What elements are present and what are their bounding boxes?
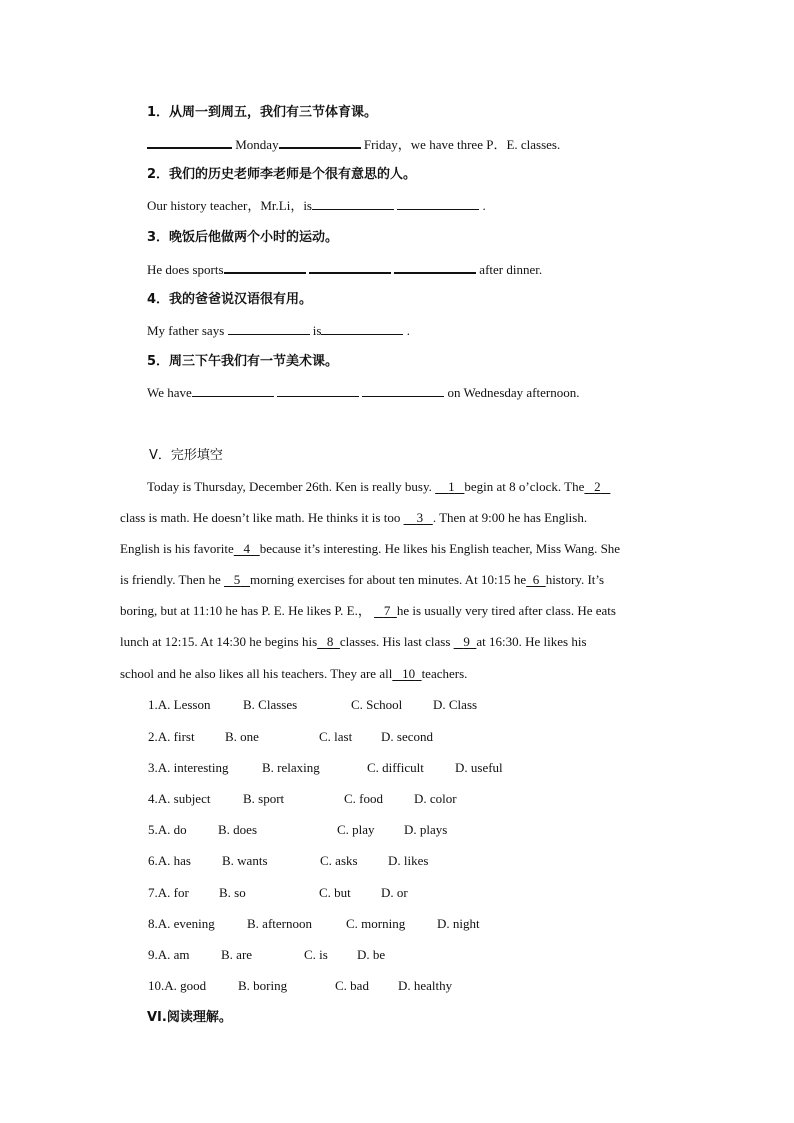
q1-text-2: Friday，we have three P．E. classes.	[363, 137, 561, 152]
q1-answer-line	[147, 135, 560, 154]
q1-blank-2[interactable]	[279, 135, 361, 149]
cloze-line-4	[120, 571, 604, 589]
option-4c: C. food	[344, 791, 383, 806]
q5-blank-2[interactable]	[277, 384, 359, 397]
option-1a: 1.A. Lesson	[148, 697, 211, 712]
option-8a: 8.A. evening	[148, 916, 215, 931]
cloze-line-5	[120, 602, 616, 620]
q3-text-2: after dinner.	[479, 262, 543, 277]
cloze-blank-9: 9	[463, 634, 470, 649]
option-4b: B. sport	[243, 791, 285, 806]
cloze-text: teachers.	[421, 666, 468, 681]
option-7c: C. but	[319, 885, 351, 900]
cloze-text: history. It’s	[545, 572, 605, 587]
option-8b: B. afternoon	[247, 916, 312, 931]
option-1c: C. School	[351, 697, 403, 712]
option-9b: B. are	[221, 947, 253, 962]
option-2d: D. second	[381, 729, 433, 744]
option-3b: B. relaxing	[262, 760, 320, 775]
cloze-text: school and he also likes all his teachers. They are all	[120, 666, 393, 681]
q3-blank-1[interactable]	[224, 260, 306, 274]
q3-answer-line	[147, 260, 542, 279]
cloze-text: lunch at 12:15. At 14:30 he begins his	[120, 634, 318, 649]
option-3a: 3.A. interesting	[148, 760, 229, 775]
q5-prompt: 5．周三下午我们有一节美术课。	[147, 354, 339, 369]
cloze-line-6	[120, 633, 587, 651]
q5-answer-line	[147, 384, 579, 402]
q2-blank-2[interactable]	[397, 197, 479, 210]
option-10d: D. healthy	[398, 978, 453, 993]
cloze-blank-3: 3	[416, 510, 424, 525]
option-9c: C. is	[304, 947, 328, 962]
option-5a: 5.A. do	[148, 822, 187, 837]
cloze-text: is friendly. Then he	[120, 572, 221, 587]
cloze-text: at 16:30. He likes his	[476, 634, 587, 649]
cloze-text: boring, but at 11:10 he has P. E. He likes P. E.，	[120, 603, 371, 618]
option-4d: D. color	[414, 791, 457, 806]
cloze-text: because it’s interesting. He likes his English teacher, Miss Wang. She	[259, 541, 621, 556]
option-5b: B. does	[218, 822, 257, 837]
cloze-text: begin at 8 o’clock. The	[464, 479, 585, 494]
option-9a: 9.A. am	[148, 947, 190, 962]
cloze-text: class is math. He doesn’t like math. He thinks it is too	[120, 510, 401, 525]
option-10a: 10.A. good	[148, 978, 207, 993]
option-9d: D. be	[357, 947, 386, 962]
cloze-blank-10: 10	[402, 666, 416, 681]
q4-text-1: My father says	[147, 323, 225, 338]
q3-blank-2[interactable]	[309, 260, 391, 274]
q2-blank-1[interactable]	[312, 197, 394, 210]
cloze-text: English is his favorite	[120, 541, 234, 556]
q1-blank-1[interactable]	[147, 135, 232, 149]
option-5d: D. plays	[404, 822, 448, 837]
option-3c: C. difficult	[367, 760, 424, 775]
q5-text-1: We have	[147, 385, 192, 400]
cloze-blank-1: 1	[448, 479, 455, 494]
option-10c: C. bad	[335, 978, 369, 993]
option-6a: 6.A. has	[148, 853, 191, 868]
option-2a: 2.A. first	[148, 729, 195, 744]
q4-blank-2[interactable]	[321, 322, 403, 335]
q4-prompt: 4．我的爸爸说汉语很有用。	[147, 292, 313, 307]
cloze-line-1	[147, 478, 610, 496]
cloze-blank-6: 6	[532, 572, 540, 587]
option-6c: C. asks	[320, 853, 358, 868]
option-7a: 7.A. for	[148, 885, 189, 900]
q4-text-3: .	[406, 323, 410, 338]
q1-prompt: 1．从周一到周五，我们有三节体育课。	[147, 105, 378, 120]
cloze-line-3	[120, 540, 620, 558]
q4-blank-1[interactable]	[228, 322, 310, 335]
cloze-text: Today is Thursday, December 26th. Ken is really busy.	[147, 479, 432, 494]
option-7d: D. or	[381, 885, 408, 900]
option-8d: D. night	[437, 916, 480, 931]
option-8c: C. morning	[346, 916, 406, 931]
q2-prompt: 2．我们的历史老师李老师是个很有意思的人。	[147, 167, 417, 182]
q3-blank-3[interactable]	[394, 260, 476, 274]
cloze-line-7	[120, 665, 467, 683]
option-10b: B. boring	[238, 978, 288, 993]
option-2b: B. one	[225, 729, 259, 744]
option-6d: D. likes	[388, 853, 429, 868]
cloze-text: . Then at 9:00 he has English.	[432, 510, 588, 525]
q1-text-1: Monday	[235, 137, 279, 152]
cloze-blank-7: 7	[383, 603, 391, 618]
option-1d: D. Class	[433, 697, 478, 712]
q5-text-2: on Wednesday afternoon.	[447, 385, 580, 400]
option-5c: C. play	[337, 822, 375, 837]
cloze-blank-5: 5	[233, 572, 241, 587]
q4-answer-line	[147, 322, 410, 340]
q5-blank-3[interactable]	[362, 384, 444, 397]
q3-prompt: 3．晚饭后他做两个小时的运动。	[147, 230, 339, 245]
q4-text-2: is	[312, 323, 322, 338]
option-7b: B. so	[219, 885, 246, 900]
cloze-text: he is usually very tired after class. He eats	[396, 603, 616, 618]
cloze-text: classes. His last class	[339, 634, 451, 649]
q3-text-1: He does sports	[147, 262, 224, 277]
cloze-blank-4: 4	[243, 541, 250, 556]
cloze-text: morning exercises for about ten minutes. At 10:15 he	[249, 572, 527, 587]
q5-blank-1[interactable]	[192, 384, 274, 397]
reading-heading: VI.阅读理解。	[147, 1010, 232, 1025]
q2-text-2: .	[482, 198, 486, 213]
cloze-blank-2: 2	[594, 479, 601, 494]
q2-text-1: Our history teacher，Mr.Li，is	[147, 198, 312, 213]
option-4a: 4.A. subject	[148, 791, 211, 806]
option-1b: B. Classes	[243, 697, 298, 712]
option-2c: C. last	[319, 729, 353, 744]
q2-answer-line	[147, 197, 486, 215]
cloze-blank-8: 8	[326, 634, 334, 649]
option-6b: B. wants	[222, 853, 268, 868]
cloze-heading: V．完形填空	[149, 448, 223, 463]
cloze-line-2	[120, 509, 587, 527]
option-3d: D. useful	[455, 760, 503, 775]
